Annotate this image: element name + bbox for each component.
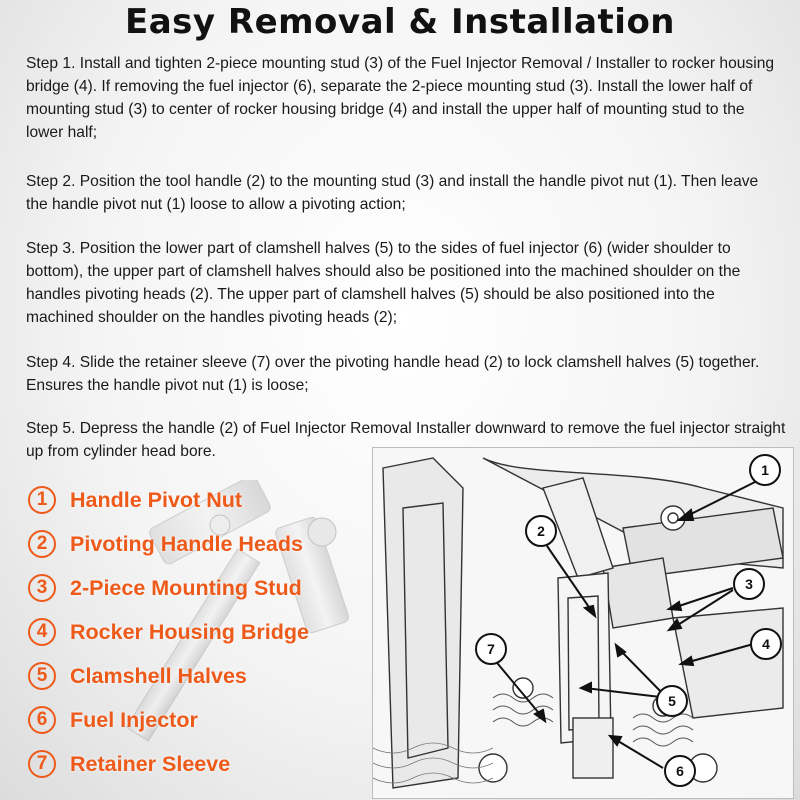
- legend-item: [28, 572, 302, 604]
- step-4-text: Step 4. Slide the retainer sleeve (7) over the pivoting handle head (2) to lock clamshell halves (5) together. Ensures the handle pivot nut (1) is loose;: [26, 354, 760, 394]
- number-circle-icon: 2: [28, 530, 56, 558]
- number-circle-icon: 1: [28, 486, 56, 514]
- step-2-text: Step 2. Position the tool handle (2) to the mounting stud (3) and install the handle pivot nut (1). Then leave the handle pivot nut (1) loose to allow a pivoting action;: [26, 173, 759, 213]
- legend-item: [28, 704, 198, 736]
- step-5-text: Step 5. Depress the handle (2) of Fuel Injector Removal Installer downward to remove the fuel injector straight up from cylinder head bore.: [26, 420, 786, 460]
- legend-item: [28, 660, 247, 692]
- number-circle-icon: 6: [28, 706, 56, 734]
- legend-label: Rocker Housing Bridge: [70, 619, 309, 644]
- legend-label: Fuel Injector: [70, 707, 198, 732]
- callout-3-label: 3: [745, 576, 753, 592]
- legend-label: Clamshell Halves: [70, 663, 247, 688]
- callout-6-label: 6: [676, 763, 684, 779]
- number-circle-icon: 4: [28, 618, 56, 646]
- callout-4-label: 4: [762, 636, 770, 652]
- engine-diagram: [372, 447, 794, 799]
- page-title: Easy Removal & Installation: [124, 2, 676, 42]
- step-1-text: Step 1. Install and tighten 2-piece mounting stud (3) of the Fuel Injector Removal / Installer to rocker housing bridge (4). If removing the fuel injector (6), separate the 2-piece mounting stud (3). Install the lower half of mounting stud (3) to center of rocker housing bridge (4) and install the upper half of mounting stud to the lower half;: [26, 55, 775, 141]
- step-3-text: Step 3. Position the lower part of clamshell halves (5) to the sides of fuel injector (6) (wider shoulder to bottom), the upper part of clamshell halves should also be positioned into the machined shoulder on the handles pivoting heads (2). The upper part of clamshell halves (5) should be also positioned into the machined shoulder on the handles pivoting heads (2);: [26, 240, 741, 326]
- number-circle-icon: 5: [28, 662, 56, 690]
- callout-2-label: 2: [537, 523, 545, 539]
- legend-label: Handle Pivot Nut: [70, 487, 243, 512]
- callout-1-label: 1: [761, 462, 769, 478]
- legend-item: [28, 748, 230, 780]
- legend-label: Retainer Sleeve: [70, 751, 231, 776]
- legend-label: Pivoting Handle Heads: [70, 531, 303, 556]
- callout-5-label: 5: [668, 693, 676, 709]
- legend-item: [28, 616, 309, 648]
- legend-item: [28, 484, 242, 516]
- callout-7-label: 7: [487, 641, 495, 657]
- number-circle-icon: 7: [28, 750, 56, 778]
- legend-item: [28, 528, 303, 560]
- legend-label: 2-Piece Mounting Stud: [70, 575, 302, 600]
- number-circle-icon: 3: [28, 574, 56, 602]
